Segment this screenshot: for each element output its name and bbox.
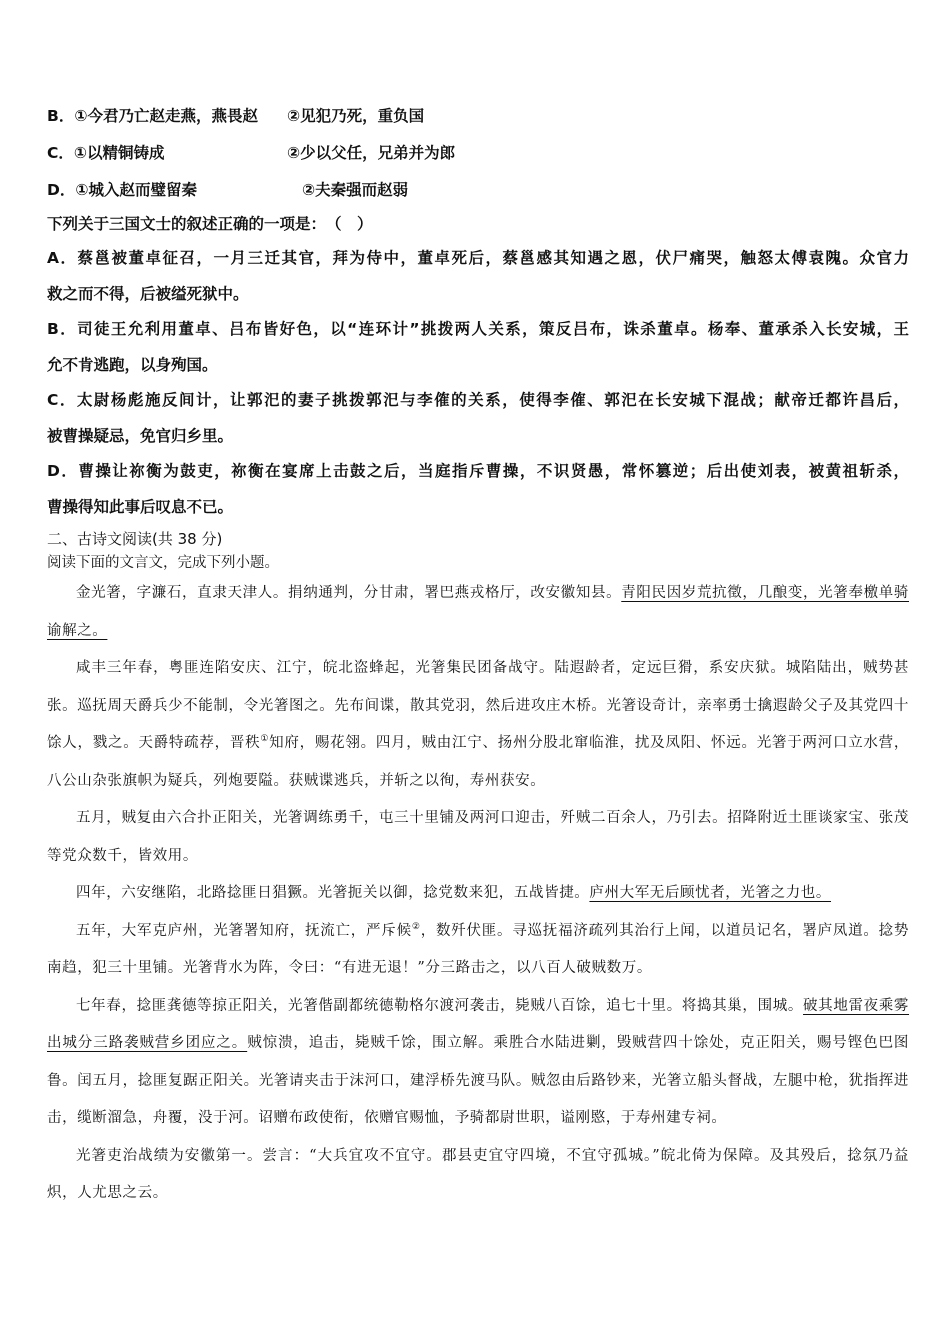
document-page [47,96,909,1213]
paragraph-text: 金光箸，字濂石，直隶天津人。捐纳通判，分甘肃，署巴燕戎格厅，改安徽知县。 [76,585,622,601]
option-item-2: ②少以父任，兄弟并为郎 [287,143,456,162]
section-title: 二、古诗文阅读(共 38 分) [47,530,223,548]
option-label: D． [47,180,76,199]
passage-paragraph-3: 五月，贼复由六合扑正阳关，光箸调练勇千，屯三十里铺及两河口迎击，歼贼二百余人，乃引去。招降附近土匪谈家宝、张茂等党众数千，皆效用。 [47,810,909,864]
paragraph-text: ，数歼伏匪。寻巡抚福济疏列其治行上闻，以道员记名，署庐凤道。捻势南趋，犯三十里铺。光箸背水为阵，令曰：“有进无退！”分三路击之，以八百人破贼数万。 [47,922,910,976]
paragraph-text: 贼惊溃，追击，毙贼千馀，围立解。乘胜合水陆进剿，毁贼营四十馀处，克正阳关，赐号铿色巴图鲁。闰五月，捻匪复踞正阳关。光箸请夹击于沫河口，建浮桥先渡马队。贼忽由后路钞来，光箸立船头督战，左腿中枪，犹指挥进击，缆断溜急，舟覆，没于河。诏赠布政使衔，依赠官赐恤，予骑都尉世职，谥刚愍，于寿州建专祠。 [47,1035,909,1126]
choice-line-2: 曹操得知此事后叹息不已。 [47,497,234,516]
passage-paragraph-1 [47,575,909,650]
option-item-2: ②夫秦强而赵弱 [302,180,409,199]
underlined-sentence: 破其地雷夜乘雾出城分三路袭贼营乡团应之。 [47,997,910,1051]
choice-line-1: C．太尉杨彪施反间计，让郭汜的妻子挑拨郭汜与李傕的关系，使得李傕、郭汜在长安城下混战；献帝迁都许昌后， [47,391,909,409]
paragraph-text: 五年，大军克庐州，光箸署知府，抚流亡，严斥候 [76,922,412,939]
footnote-marker: ② [411,921,421,932]
option-label: C． [47,143,74,162]
choice-line-2: 被曹操疑忌，免官归乡里。 [47,426,234,445]
option-item-1: ①以精铜铸成 [73,143,165,162]
choice-line-1: A．蔡邕被董卓征召，一月三迁其官，拜为侍中，董卓死后，蔡邕感其知遇之恩，伏尸痛哭，触怒太傅袁隗。众官力 [47,249,909,267]
option-label: B． [47,106,75,125]
choice-d [47,454,909,525]
reading-instruction: 阅读下面的文言文，完成下列小题。 [47,555,279,571]
option-d-row [47,170,909,207]
footnote-marker: ① [260,734,270,745]
paragraph-text: 咸丰三年春，粤匪连陷安庆、江宁，皖北盗蜂起，光箸集民团备战守。陆遐龄者，定远巨猾，系安庆狱。城陷陆出，贼势甚张。巡抚周天爵兵少不能制，令光箸图之。先布间谍，散其党羽，然后进攻庄木桥。光箸设奇计，亲率勇士擒遐龄父子及其党四十馀人，戮之。天爵特疏荐，晋秩 [47,660,909,751]
option-item-2: ②见犯乃死，重负国 [287,106,425,125]
option-item-1: ①城入赵而璧留秦 [75,180,197,199]
underlined-sentence: 青阳民因岁荒抗徵，几酿变，光箸奉檄单骑谕解之。 [47,585,909,639]
option-b-row [47,96,909,133]
paragraph-text: 知府，赐花翎。四月，贼由江宁、扬州分股北窜临淮，扰及凤阳、怀远。光箸于两河口立水营，八公山杂张旗帜为疑兵，列炮要隘。获贼谍逃兵，并斩之以徇，寿州获安。 [47,735,910,789]
passage-paragraph-2 [47,650,909,800]
underlined-sentence: 庐州大军无后顾忧者，光箸之力也。 [589,885,832,901]
question-stem: 下列关于三国文士的叙述正确的一项是： （ ） [47,215,373,233]
choice-a [47,241,909,312]
choice-line-2: 允不肯逃跑，以身殉国。 [47,355,218,374]
passage-paragraph-7: 光箸吏治战绩为安徽第一。尝言：“大兵宜攻不宜守。郡县吏宜守四境，不宜守孤城。”皖北倚为保障。及其殁后，捻氛乃益炽，人尤思之云。 [47,1147,909,1201]
choice-c [47,383,909,454]
passage-paragraph-6 [47,988,909,1138]
option-item-1: ①今君乃亡赵走燕，燕畏赵 [74,106,258,125]
choice-line-1: D．曹操让祢衡为鼓吏，祢衡在宴席上击鼓之后，当庭指斥曹操，不识贤愚，常怀篡逆；后出使刘表，被黄祖斩杀， [47,462,909,480]
paragraph-text: 四年，六安继陷，北路捻匪日猖獗。光箸扼关以御，捻党数来犯，五战皆捷。 [76,885,590,901]
paragraph-text: 七年春，捻匪龚德等掠正阳关，光箸偕副都统德勒格尔渡河袭击，毙贼八百馀，追七十里。将捣其巢，围城。 [76,997,804,1014]
choice-line-1: B．司徒王允利用董卓、吕布皆好色，以“连环计”挑拨两人关系，策反吕布，诛杀董卓。杨奉、董承杀入长安城，王 [47,320,909,338]
passage-paragraph-5 [47,913,909,988]
passage-paragraph-4 [47,875,909,913]
choice-b [47,312,909,383]
choice-line-2: 救之而不得，后被缢死狱中。 [47,284,249,303]
option-c-row [47,133,909,170]
